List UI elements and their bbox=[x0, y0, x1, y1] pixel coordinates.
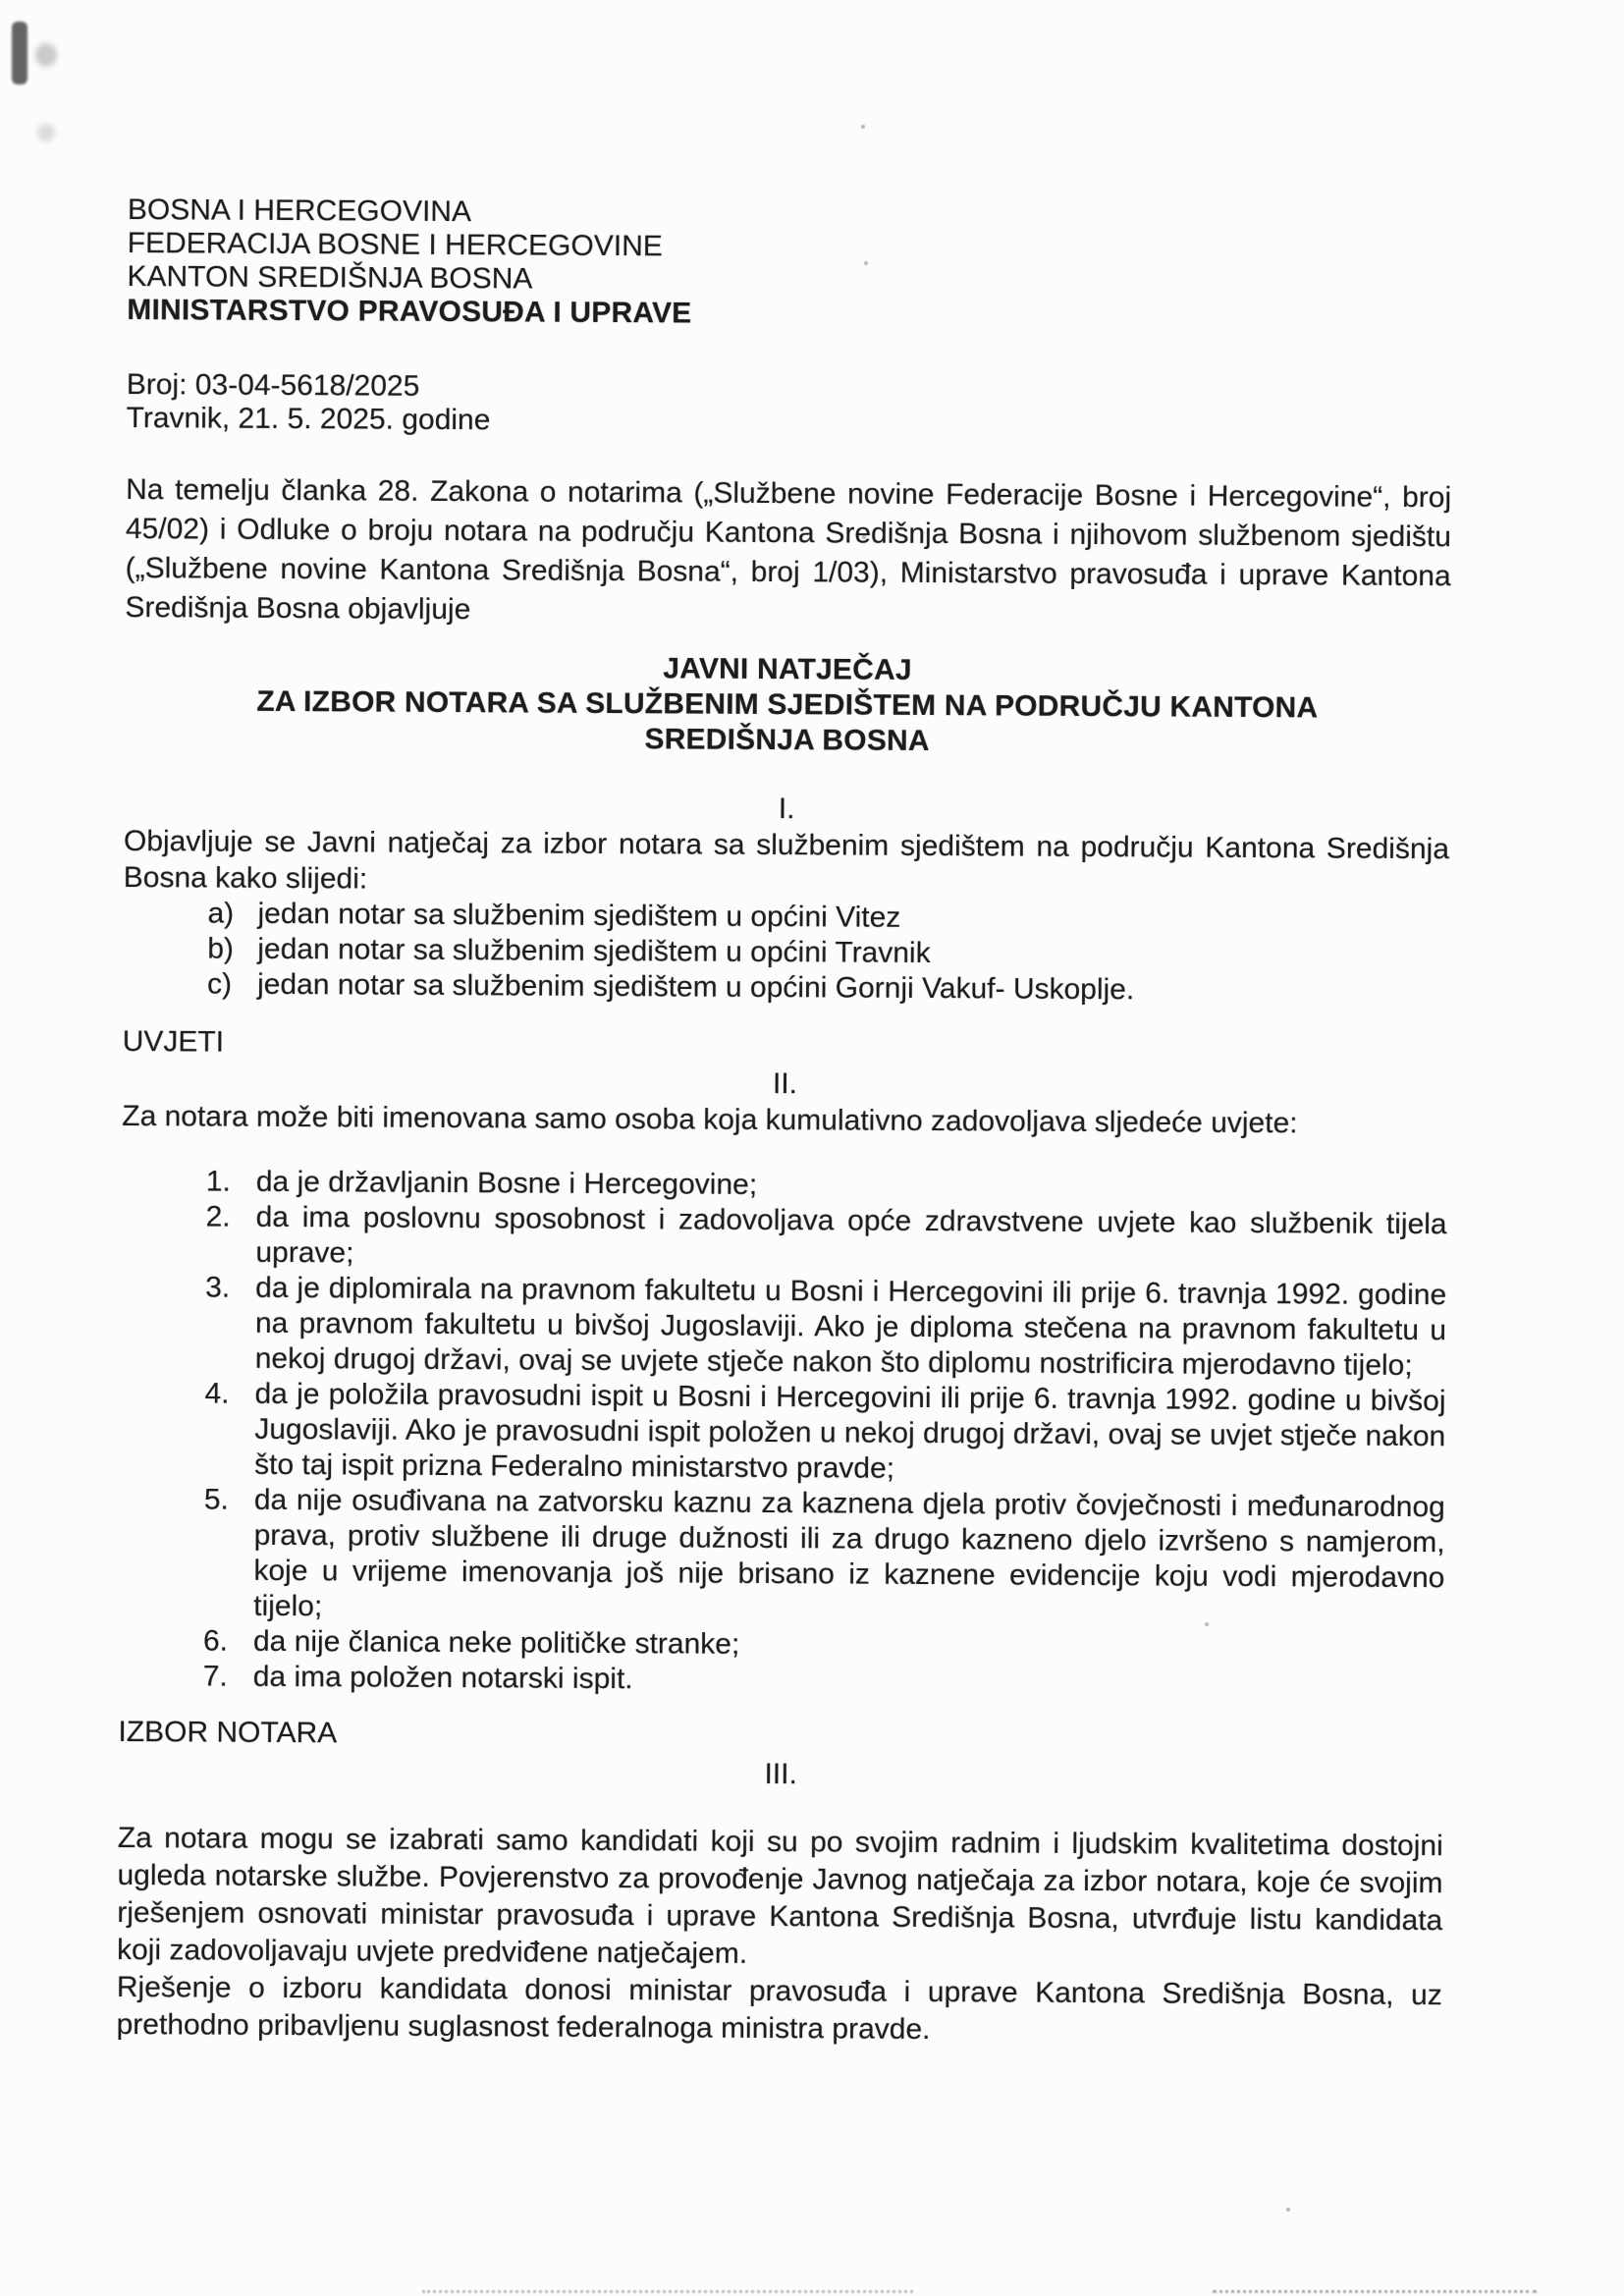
list-item-text: da je položila pravosudni ispit u Bosni i Hercegovini ili prije 6. travnja 1992. godine u bivšoj Jugoslaviji. Ako je pravosudni ispit položen u nekoj drugoj državi, ovaj se uvjet stječe nakon što taj ispit prizna Federalno ministarstvo pravde; bbox=[253, 1377, 1446, 1485]
section-3-paragraph-1: Za notara mogu se izabrati samo kandidati koji su po svojim radnim i ljudskim kvalitetima dostojni ugleda notarske službe. Povjerenstvo za provođenje Javnog natječaja za izbor notara, koje će svojim rješenjem osnovati ministar pravosuđa i uprave Kantona Središnja Bosna, utvrđuje listu kandidata koji zadovoljavaju uvjete predviđene natječajem. bbox=[116, 1821, 1443, 1970]
list-item-marker: 2. bbox=[205, 1200, 231, 1233]
list-item-text: da ima poslovnu sposobnost i zadovoljava opće zdravstvene uvjete kao službenik tijela uprave; bbox=[255, 1200, 1447, 1270]
list-item-marker: 1. bbox=[205, 1165, 231, 1198]
list-item bbox=[121, 1270, 1447, 1384]
letterhead-canton: KANTON SREDIŠNJA BOSNA bbox=[127, 259, 533, 296]
selection-heading: IZBOR NOTARA bbox=[118, 1715, 338, 1750]
document-content bbox=[116, 193, 1452, 2051]
preamble-paragraph: Na temelju članka 28. Zakona o notarima („Službene novine Federacije Bosne i Hercegovine“, broj 45/02) i Odluke o broju notara na području Kantona Središnja Bosna i njihovom službenom sjedištu („Službene novine Kantona Središnja Bosna“, broj 1/03), Ministarstvo pravosuđa i uprave Kantona Središnja Bosna objavljuje bbox=[125, 472, 1452, 627]
list-item bbox=[119, 1659, 1444, 1702]
list-item bbox=[123, 966, 1448, 1010]
section-1-numeral: I. bbox=[778, 793, 795, 826]
scan-speck bbox=[1286, 2208, 1290, 2212]
list-item bbox=[119, 1482, 1445, 1631]
list-item-text: jedan notar sa službenim sjedištem u općini Gornji Vakuf- Uskoplje. bbox=[256, 967, 1135, 1007]
list-item bbox=[120, 1376, 1446, 1490]
letterhead-country: BOSNA I HERCEGOVINA bbox=[127, 193, 472, 229]
list-item-marker: 4. bbox=[204, 1377, 230, 1410]
list-item-text: da nije članica neke političke stranke; bbox=[252, 1624, 740, 1661]
letterhead bbox=[127, 193, 1453, 335]
list-item-marker: a) bbox=[207, 897, 235, 930]
scan-bottom-edge bbox=[422, 2290, 913, 2293]
reference-block bbox=[126, 368, 1451, 443]
list-item-marker: 5. bbox=[203, 1483, 230, 1516]
section-2-numeral: II. bbox=[772, 1067, 798, 1101]
section-3-paragraph-2: Rješenje o izboru kandidata donosi ministar pravosuđa i uprave Kantona Središnja Bosna, uz prethodno pribavljenu suglasnost federalnoga ministra pravde. bbox=[116, 1970, 1442, 2047]
list-item-marker: 7. bbox=[202, 1660, 228, 1693]
list-item-marker: 3. bbox=[205, 1271, 231, 1304]
scan-bottom-edge bbox=[1213, 2290, 1537, 2293]
list-item-text: da ima položen notarski ispit. bbox=[252, 1660, 633, 1696]
title-line-3: SREDIŠNJA BOSNA bbox=[644, 723, 930, 757]
letterhead-ministry: MINISTARSTVO PRAVOSUĐA I UPRAVE bbox=[127, 293, 692, 330]
section-3-paragraphs bbox=[116, 1820, 1442, 2051]
list-item-marker: b) bbox=[207, 932, 235, 965]
list-item-text: jedan notar sa službenim sjedištem u općini Travnik bbox=[257, 932, 931, 970]
conditions-heading: UVJETI bbox=[122, 1024, 225, 1059]
scan-corner-mark bbox=[12, 22, 27, 84]
section-2-intro: Za notara može biti imenovana samo osoba koja kumulativno zadovoljava sljedeće uvjete: bbox=[122, 1099, 1298, 1140]
scan-speck bbox=[861, 125, 865, 129]
section-1-list bbox=[123, 896, 1449, 1010]
scan-corner-smudge bbox=[35, 43, 57, 67]
title-line-1: JAVNI NATJEČAJ bbox=[663, 652, 912, 686]
document-title bbox=[125, 648, 1451, 762]
section-2-list bbox=[119, 1164, 1447, 1702]
section-1-intro: Objavljuje se Javni natječaj za izbor notara sa službenim sjedištem na području Kantona Središnja Bosna kako slijedi: bbox=[123, 824, 1450, 896]
list-item-text: jedan notar sa službenim sjedištem u općini Vitez bbox=[257, 897, 901, 934]
letterhead-federation: FEDERACIJA BOSNE I HERCEGOVINE bbox=[127, 226, 663, 263]
list-item bbox=[121, 1199, 1446, 1278]
list-item-marker: 6. bbox=[202, 1624, 229, 1658]
list-item-marker: c) bbox=[206, 967, 233, 1001]
title-line-2: ZA IZBOR NOTARA SA SLUŽBENIM SJEDIŠTEM NA PODRUČJU KANTONA bbox=[256, 684, 1319, 725]
reference-number: Broj: 03-04-5618/2025 bbox=[126, 367, 420, 403]
section-3-numeral: III. bbox=[764, 1757, 797, 1791]
scan-corner-smudge-faint bbox=[37, 124, 55, 141]
list-item-text: da je državljanin Bosne i Hercegovine; bbox=[255, 1165, 758, 1201]
reference-place-date: Travnik, 21. 5. 2025. godine bbox=[126, 401, 491, 437]
list-item-text: da je diplomirala na pravnom fakultetu u Bosni i Hercegovini ili prije 6. travnja 1992. godine na pravnom fakultetu u bivšoj Jugoslaviji. Ako je diploma stečena na pravnom fakultetu u nekoj drugoj državi, ovaj se uvjete stječe nakon što diplomu nostrificira mjerodavno tijelo; bbox=[254, 1271, 1447, 1383]
list-item-text: da nije osuđivana na zatvorsku kaznu za kaznena djela protiv čovječnosti i međunarodnog prava, protiv službene ili druge dužnosti ili za drugo kazneno djelo izvršeno s namjerom, koje u vrijeme imenovanja još nije brisano iz kaznene evidencije koju vodi mjerodavno tijelo; bbox=[253, 1483, 1445, 1623]
